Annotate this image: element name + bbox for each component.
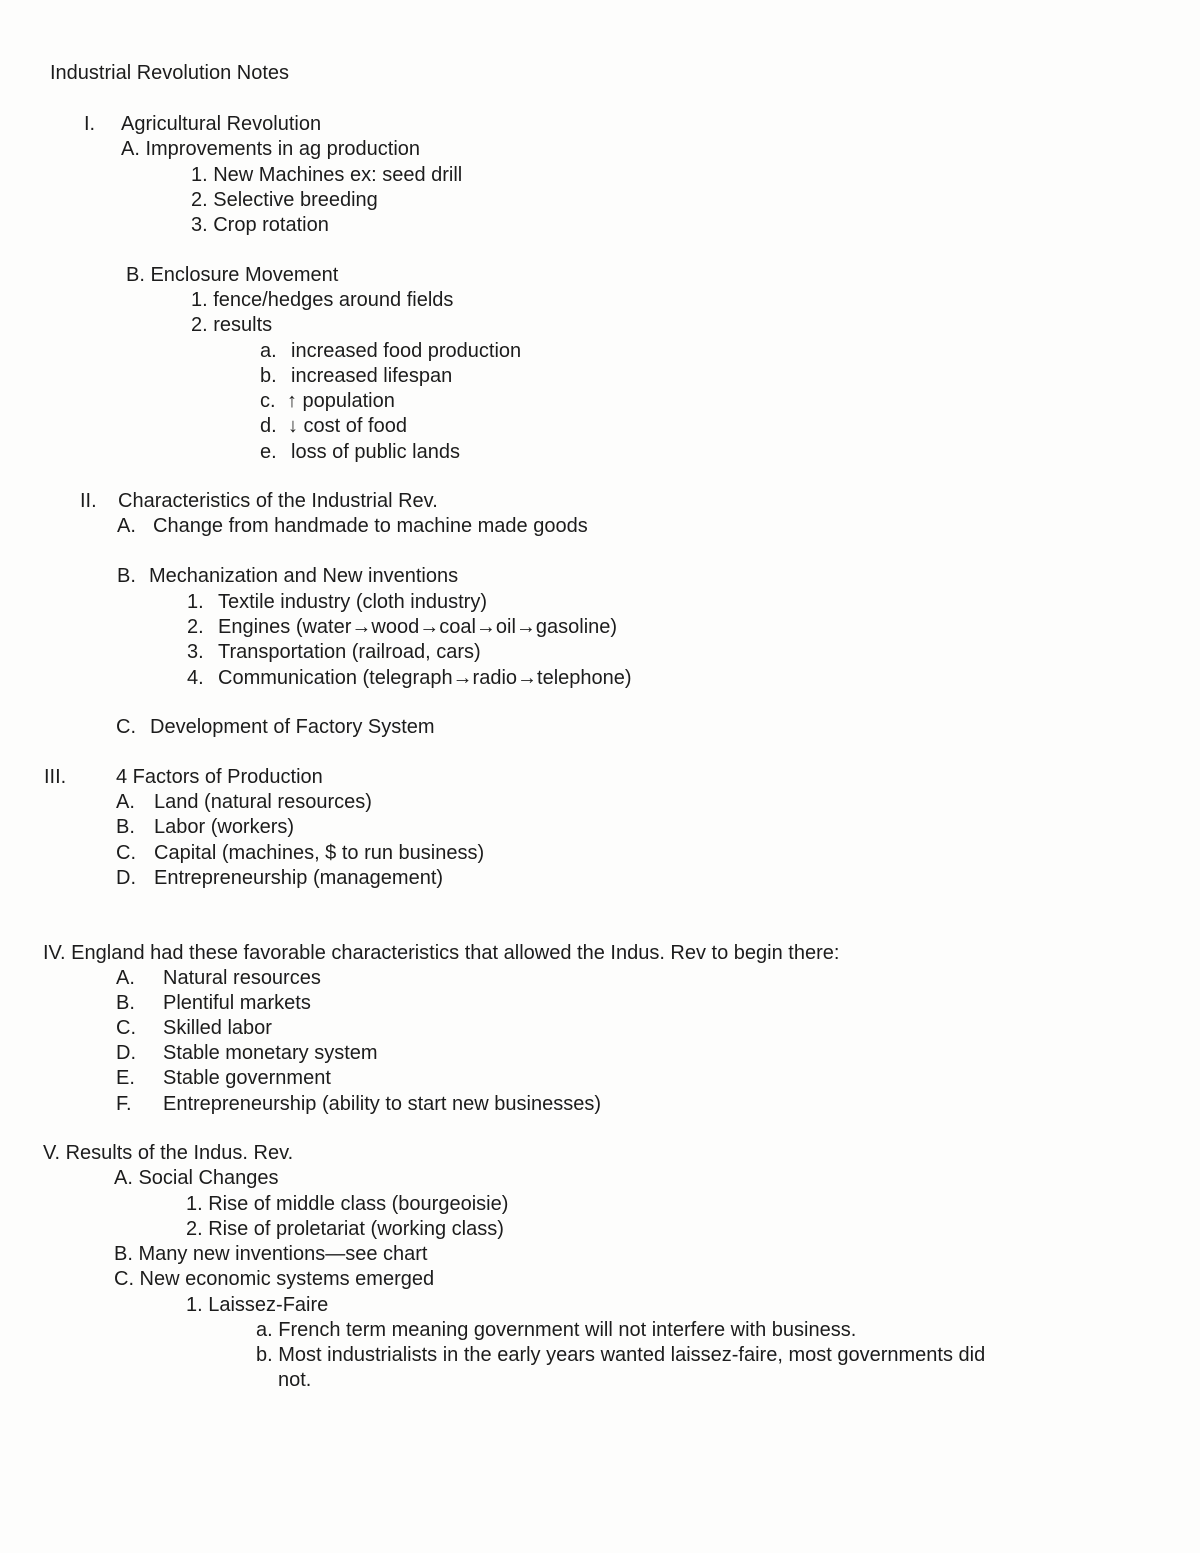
list-item: Transportation (railroad, cars) <box>218 641 481 663</box>
subsection-heading: A. Improvements in ag production <box>121 138 421 160</box>
list-marker: D. <box>116 867 136 889</box>
list-marker: A. <box>116 791 135 813</box>
section-marker: I. <box>84 113 96 135</box>
section-marker: II. <box>80 490 97 512</box>
list-item: Communication (telegraph→radio→telephone) <box>218 667 632 689</box>
section-heading: V. Results of the Indus. Rev. <box>43 1142 294 1164</box>
list-item: a. French term meaning government will not interfere with business. <box>256 1319 857 1341</box>
subsection-heading: Mechanization and New inventions <box>149 565 459 587</box>
list-marker: B. <box>116 992 135 1014</box>
page-title: Industrial Revolution Notes <box>50 62 290 84</box>
section-marker: III. <box>44 766 67 788</box>
list-marker: E. <box>116 1067 135 1089</box>
list-marker: D. <box>116 1042 136 1064</box>
list-marker: C. <box>116 842 136 864</box>
list-item: 1. Laissez-Faire <box>186 1294 329 1316</box>
list-marker: F. <box>116 1093 132 1115</box>
list-marker: 2. <box>187 616 204 638</box>
list-marker: 4. <box>187 667 204 689</box>
section-heading: 4 Factors of Production <box>116 766 323 788</box>
list-item: 1. fence/hedges around fields <box>191 289 454 311</box>
list-item: Stable monetary system <box>163 1042 378 1064</box>
list-marker: c. <box>260 390 276 412</box>
list-item: 2. results <box>191 314 273 336</box>
list-item: 1. Rise of middle class (bourgeoisie) <box>186 1193 509 1215</box>
list-marker: 3. <box>187 641 204 663</box>
list-item: Land (natural resources) <box>154 791 372 813</box>
list-item: Entrepreneurship (ability to start new businesses) <box>163 1093 601 1115</box>
subsection-heading: C. New economic systems emerged <box>114 1268 435 1290</box>
subsection-heading: Development of Factory System <box>150 716 435 738</box>
list-item: 2. Selective breeding <box>191 189 378 211</box>
list-item-continuation: not. <box>278 1369 312 1391</box>
list-item: ↑ population <box>287 390 395 412</box>
section-heading: Characteristics of the Industrial Rev. <box>118 490 438 512</box>
list-item: Entrepreneurship (management) <box>154 867 444 889</box>
list-item: Plentiful markets <box>163 992 311 1014</box>
list-marker: A. <box>116 967 135 989</box>
list-marker: 1. <box>187 591 204 613</box>
list-item: 1. New Machines ex: seed drill <box>191 164 463 186</box>
list-item: Engines (water→wood→coal→oil→gasoline) <box>218 616 618 638</box>
list-item: Capital (machines, $ to run business) <box>154 842 485 864</box>
list-marker: C. <box>116 1017 136 1039</box>
list-item: loss of public lands <box>291 441 460 463</box>
list-item: Skilled labor <box>163 1017 272 1039</box>
section-heading: Agricultural Revolution <box>121 113 322 135</box>
list-marker: d. <box>260 415 277 437</box>
subsection-heading: B. Enclosure Movement <box>126 264 339 286</box>
list-marker: B. <box>117 565 136 587</box>
list-item: ↓ cost of food <box>288 415 407 437</box>
list-marker: b. <box>260 365 277 387</box>
list-marker: a. <box>260 340 277 362</box>
subsection-heading: Change from handmade to machine made goods <box>153 515 588 537</box>
list-item: Natural resources <box>163 967 321 989</box>
list-item: increased food production <box>291 340 522 362</box>
list-item: 3. Crop rotation <box>191 214 329 236</box>
list-item: increased lifespan <box>291 365 453 387</box>
list-item: Stable government <box>163 1067 331 1089</box>
list-item: 2. Rise of proletariat (working class) <box>186 1218 504 1240</box>
list-marker: B. <box>116 816 135 838</box>
section-heading: IV. England had these favorable characteristics that allowed the Indus. Rev to begin there: <box>43 942 840 964</box>
list-item: b. Most industrialists in the early years wanted laissez-faire, most governments did <box>256 1344 986 1366</box>
subsection-heading: A. Social Changes <box>114 1167 279 1189</box>
list-item: Labor (workers) <box>154 816 295 838</box>
list-marker: A. <box>117 515 136 537</box>
list-marker: e. <box>260 441 277 463</box>
list-marker: C. <box>116 716 136 738</box>
subsection-heading: B. Many new inventions—see chart <box>114 1243 428 1265</box>
list-item: Textile industry (cloth industry) <box>218 591 487 613</box>
